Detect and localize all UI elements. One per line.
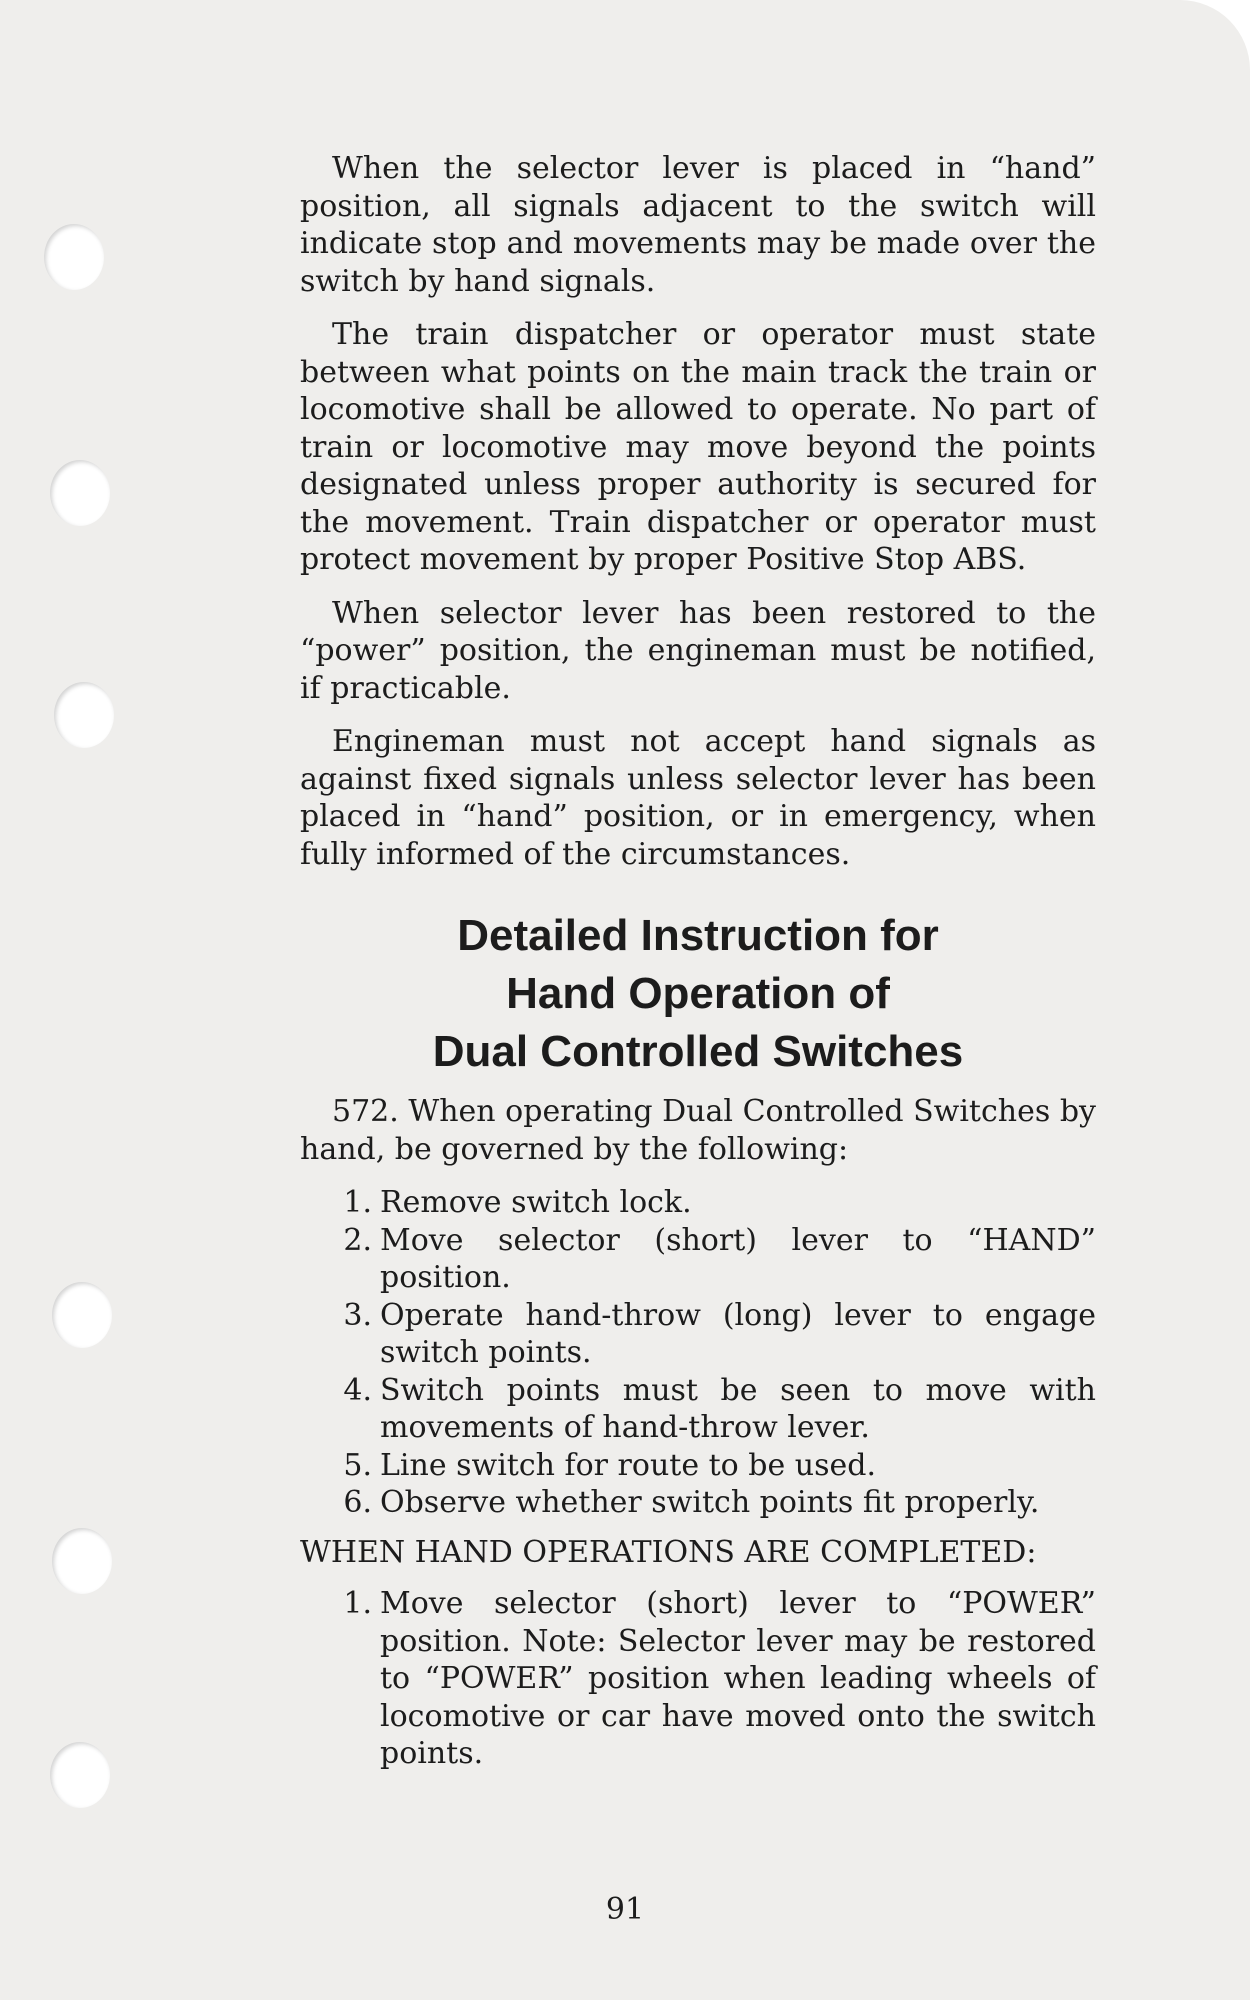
step-text: Move selector (short) lever to “HAND” position.	[380, 1222, 1096, 1295]
completed-steps	[300, 1585, 1096, 1773]
paragraph-dispatcher: The train dispatcher or operator must state between what points on the main track the train or locomotive shall be allowed to operate. No part of train or locomotive may move beyond the points designated unless proper authority is secured for the movement. Train dispatcher or operator must protect movement by proper Positive Stop ABS.	[300, 317, 1096, 577]
completed-heading: WHEN HAND OPERATIONS ARE COMPLETED:	[300, 1534, 1037, 1570]
paragraph-hand-position: When the selector lever is placed in “hand” position, all signals adjacent to the switch will indicate stop and movements may be made over the switch by hand signals.	[300, 151, 1096, 299]
step-number: 6.	[343, 1485, 372, 1520]
binder-hole	[52, 1282, 112, 1348]
step-text: Switch points must be seen to move with movements of hand-throw lever.	[380, 1372, 1096, 1445]
list-item	[300, 1222, 1096, 1297]
step-text: Line switch for route to be used.	[380, 1447, 876, 1483]
heading-line: Detailed Instruction for	[457, 911, 939, 960]
paragraph-engineman: Engineman must not accept hand signals as against fixed signals unless selector lever has been placed in “hand” position, or in emergency, when fully informed of the circumstances.	[300, 724, 1096, 872]
heading-line: Hand Operation of	[506, 969, 890, 1018]
page-text	[300, 150, 1096, 1785]
hand-operation-steps	[300, 1184, 1096, 1522]
binder-hole	[44, 224, 104, 290]
page-number: 91	[605, 1892, 645, 1927]
list-item	[300, 1585, 1096, 1773]
step-number: 5.	[343, 1447, 372, 1483]
heading-line: Dual Controlled Switches	[432, 1027, 964, 1076]
step-text: Observe whether switch points fit properly.	[380, 1485, 1040, 1520]
step-text: Operate hand-throw (long) lever to engage switch points.	[380, 1297, 1096, 1370]
paragraph-power-restored: When selector lever has been restored to the “power” position, the engineman must be notified, if practicable.	[300, 595, 1096, 706]
step-text: Move selector (short) lever to “POWER” position. Note: Selector lever may be restored to “POWER” position when leading wheels of locomotive or car have moved onto the switch points.	[380, 1586, 1096, 1771]
list-item	[300, 1297, 1096, 1372]
list-item	[300, 1372, 1096, 1447]
binder-hole	[50, 460, 110, 526]
binder-hole	[50, 1742, 110, 1808]
rule-572: 572. When operating Dual Controlled Switches by hand, be governed by the following:	[300, 1094, 1096, 1167]
step-number: 2.	[343, 1222, 372, 1258]
section-heading	[300, 907, 1096, 1081]
step-number: 3.	[343, 1297, 372, 1333]
binder-hole	[54, 682, 114, 748]
list-item	[300, 1447, 1096, 1485]
list-item	[300, 1184, 1096, 1222]
binder-hole	[52, 1528, 112, 1594]
list-item	[300, 1484, 1096, 1522]
step-text: Remove switch lock.	[380, 1185, 692, 1220]
step-number: 1.	[343, 1586, 372, 1621]
step-number: 4.	[343, 1372, 372, 1408]
step-number: 1.	[343, 1185, 372, 1220]
